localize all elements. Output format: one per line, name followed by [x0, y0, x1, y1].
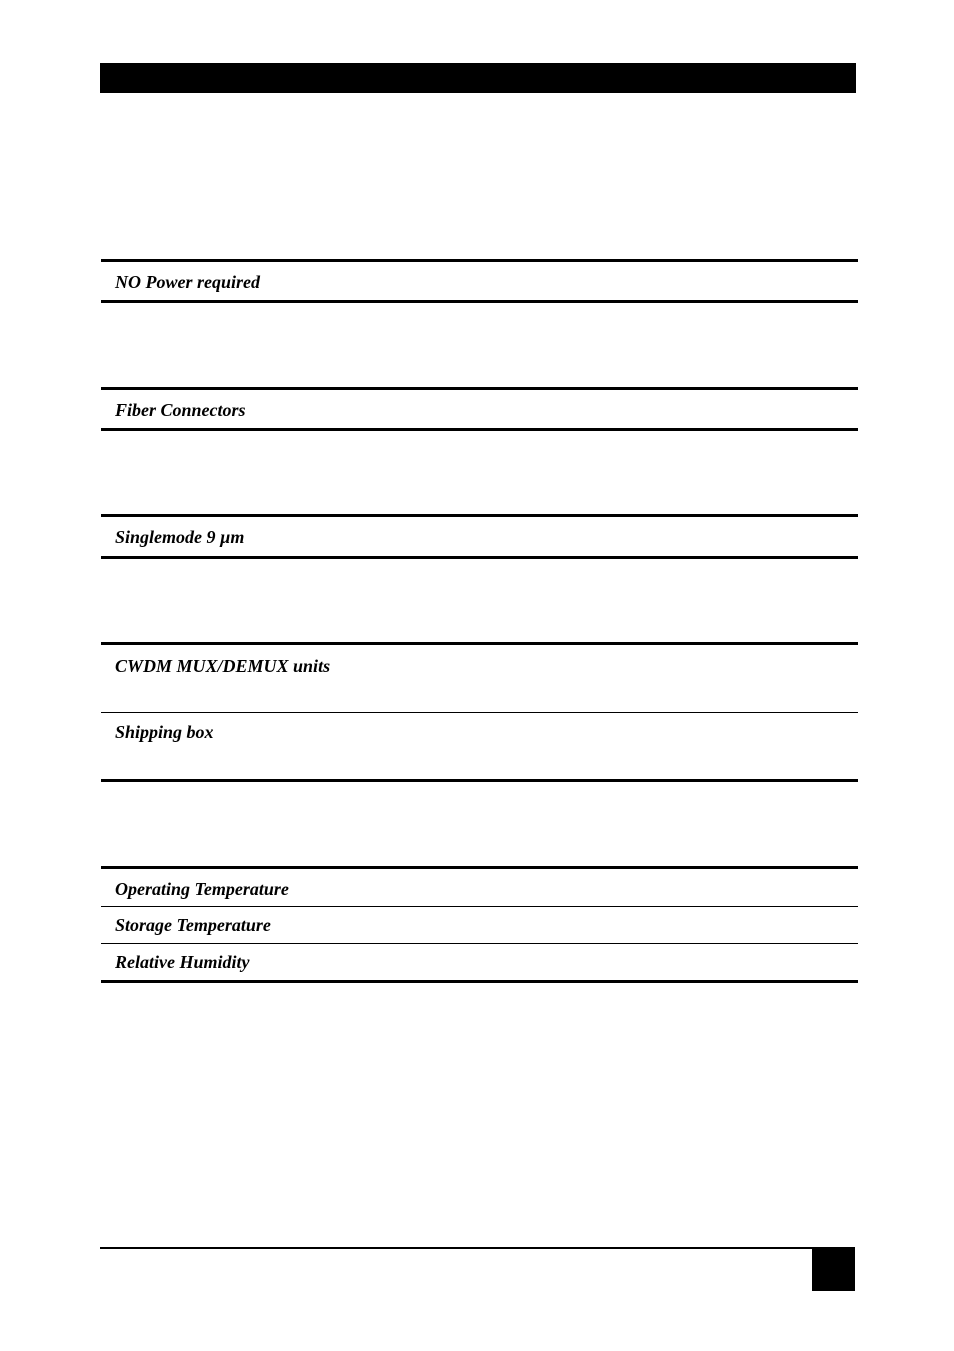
table-row: [101, 262, 858, 300]
spec-label-fiber: Singlemode 9 µm: [115, 527, 245, 547]
spec-label-storage-temp: Storage Temperature: [115, 915, 271, 935]
package-table: [101, 642, 858, 782]
table-row: [101, 517, 858, 556]
table-row: [101, 712, 858, 779]
page-number-box: [812, 1247, 855, 1291]
spec-label-mux-units: CWDM MUX/DEMUX units: [115, 656, 331, 676]
spec-label-operating-temp: Operating Temperature: [115, 879, 289, 899]
fiber-table: [101, 514, 858, 559]
spec-label-power: NO Power required: [115, 272, 260, 292]
table-row: [101, 390, 858, 428]
table-row: [101, 943, 858, 980]
spec-label-humidity: Relative Humidity: [115, 952, 250, 972]
header-bar: [100, 63, 856, 93]
table-row: [101, 869, 858, 906]
environment-table: [101, 866, 858, 983]
table-row: [101, 645, 858, 712]
footer-rule: [100, 1247, 812, 1249]
power-table: [101, 259, 858, 303]
table-row: [101, 906, 858, 943]
spec-label-connectors: Fiber Connectors: [115, 400, 246, 420]
connectors-table: [101, 387, 858, 431]
spec-label-shipping-box: Shipping box: [115, 722, 214, 742]
